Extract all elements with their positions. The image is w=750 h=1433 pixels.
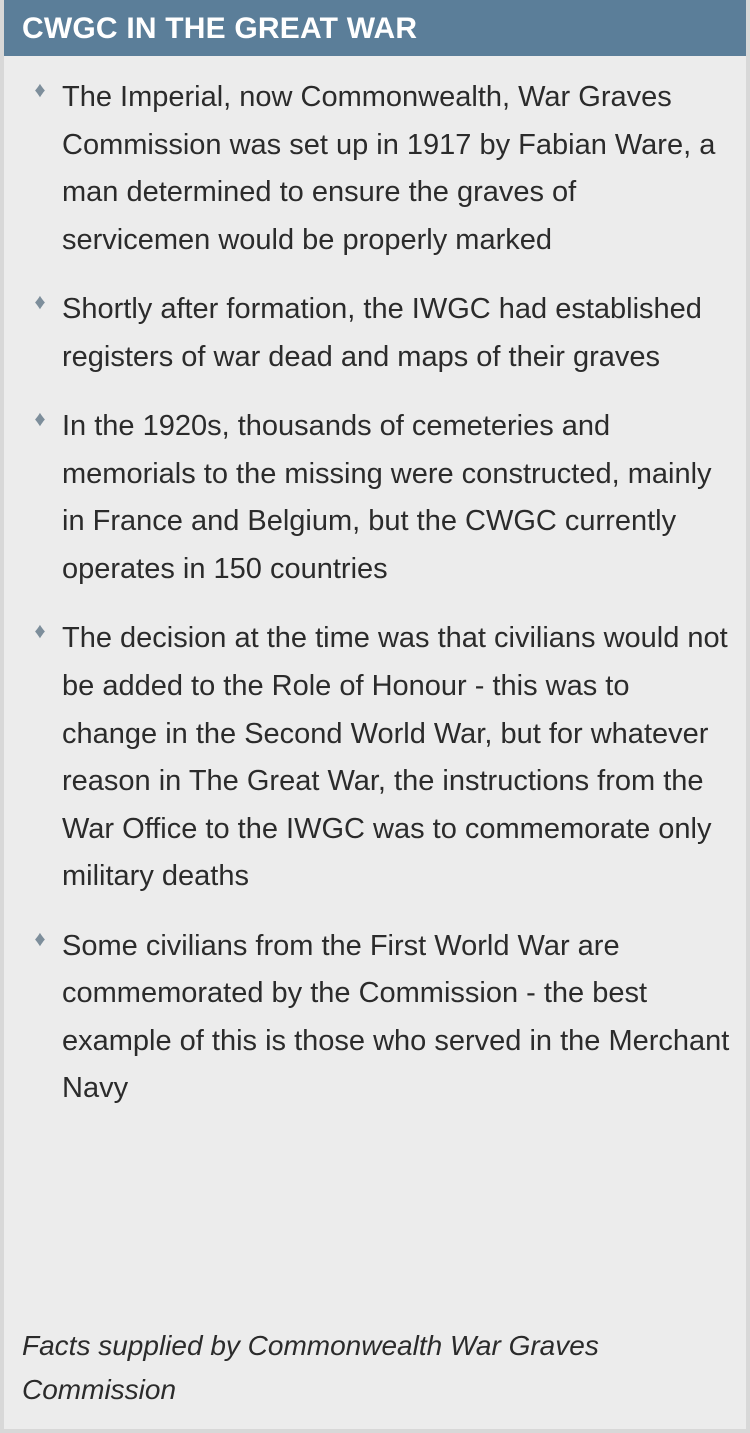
- list-item-text: The Imperial, now Commonwealth, War Graves Commission was set up in 1917 by Fabian Ware, a man determined to ensure the graves of servicemen would be properly marked: [62, 81, 716, 256]
- diamond-bullet-icon: ♦: [34, 925, 46, 951]
- list-item: [14, 403, 730, 593]
- list-item: [14, 923, 730, 1113]
- source-attribution: Facts supplied by Commonwealth War Graves Commission: [22, 1330, 599, 1405]
- list-item-text: The decision at the time was that civilians would not be added to the Role of Honour - this was to change in the Second World War, but for whatever reason in The Great War, the instructions from the War Office to the IWGC was to commemorate only military deaths: [62, 622, 728, 893]
- list-item: [14, 286, 730, 381]
- list-item-text: Shortly after formation, the IWGC had established registers of war dead and maps of their graves: [62, 293, 702, 373]
- fact-list-container: [4, 56, 746, 1318]
- list-item: [14, 615, 730, 900]
- diamond-bullet-icon: ♦: [34, 618, 46, 644]
- diamond-bullet-icon: ♦: [34, 77, 46, 102]
- panel-title: CWGC IN THE GREAT WAR: [4, 0, 746, 56]
- fact-list: [14, 74, 730, 1113]
- diamond-bullet-icon: ♦: [34, 406, 46, 432]
- list-item-text: In the 1920s, thousands of cemeteries and memorials to the missing were constructed, mainly in France and Belgium, but the CWGC currently operates in 150 countries: [62, 410, 712, 585]
- list-item-text: Some civilians from the First World War are commemorated by the Commission - the best example of this is those who served in the Merchant Navy: [62, 929, 730, 1105]
- diamond-bullet-icon: ♦: [34, 289, 46, 315]
- list-item: [14, 74, 730, 264]
